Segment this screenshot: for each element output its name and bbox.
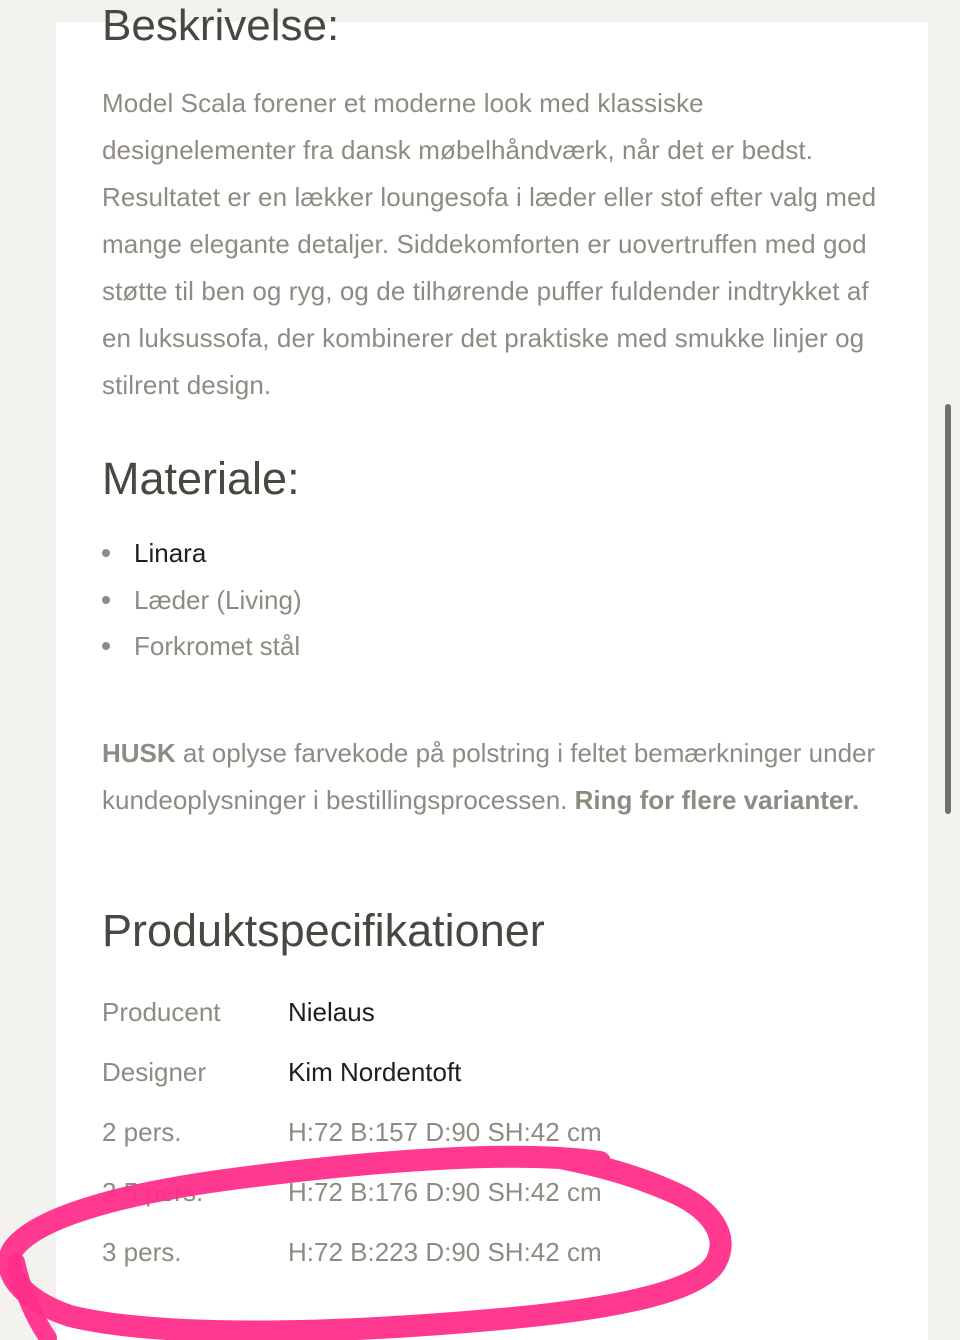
- material-label: Forkromet stål: [134, 631, 301, 661]
- specs-heading: Produktspecifikationer: [102, 905, 545, 956]
- scrollbar[interactable]: [945, 404, 951, 814]
- table-row: [102, 1222, 602, 1282]
- order-note: [102, 730, 892, 824]
- spec-label: Designer: [102, 1056, 207, 1087]
- highlight-tail: [16, 1262, 48, 1338]
- material-label: Læder (Living): [134, 584, 302, 615]
- spec-label: 2 pers.: [102, 1116, 182, 1147]
- materials-list: [102, 530, 302, 670]
- husk-label: HUSK: [102, 738, 176, 768]
- list-item: [102, 577, 302, 624]
- spec-label: Producent: [102, 996, 221, 1027]
- ring-label: Ring for flere varianter.: [574, 785, 860, 815]
- table-row: [102, 1102, 602, 1162]
- materials-heading: Materiale:: [102, 453, 300, 504]
- spec-table: [102, 982, 602, 1282]
- spec-value: H:72 B:223 D:90 SH:42 cm: [288, 1236, 602, 1267]
- material-label: Linara: [134, 538, 207, 568]
- bullet-icon: [102, 596, 110, 604]
- description-text: Model Scala forener et moderne look med klassiske designelementer fra dansk møbelhåndværk, når det er bedst. Resultatet er en lækker loungesofa i læder eller stof efter valg med mange elegante detaljer. Siddekomforten er uovertruffen med god støtte til ben og ryg, og de tilhørende puffer fuldender indtrykket af en luksussofa, der kombinerer det praktiske med smukke linjer og stilrent design.: [102, 88, 877, 400]
- spec-label: 2,5 pers.: [102, 1176, 204, 1207]
- list-item: [102, 530, 302, 577]
- spec-label: 3 pers.: [102, 1236, 182, 1267]
- table-row: [102, 1162, 602, 1222]
- table-row: [102, 982, 602, 1042]
- bullet-icon: [102, 642, 110, 650]
- spec-value: Nielaus: [288, 996, 375, 1027]
- bullet-icon: [102, 549, 110, 557]
- list-item: [102, 623, 302, 670]
- description-heading: Beskrivelse:: [102, 1, 340, 50]
- spec-value: H:72 B:176 D:90 SH:42 cm: [288, 1176, 602, 1207]
- note-text: at oplyse farvekode på polstring i feltet bemærkninger under kundeoplysninger i bestillingsprocessen.: [102, 738, 876, 815]
- spec-value: Kim Nordentoft: [288, 1056, 462, 1087]
- spec-value: H:72 B:157 D:90 SH:42 cm: [288, 1116, 602, 1147]
- table-row: [102, 1042, 602, 1102]
